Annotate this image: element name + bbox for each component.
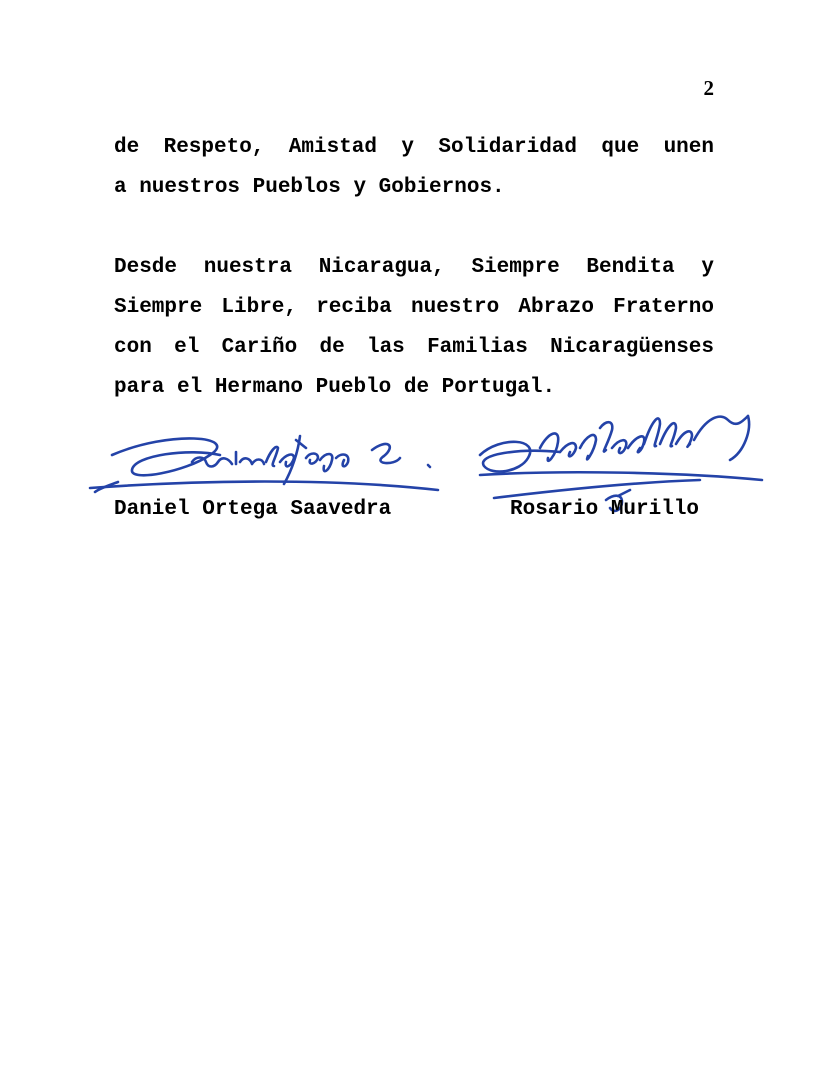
paragraph-2-line-1: Desde nuestra Nicaragua, Siempre Bendita y — [114, 256, 714, 279]
paragraph-2-line-4: para el Hermano Pueblo de Portugal. — [114, 376, 556, 399]
paragraph-2-line-3: con el Cariño de las Familias Nicaragüenses — [114, 336, 714, 359]
paragraph-2-line-2: Siempre Libre, reciba nuestro Abrazo Fraterno — [114, 296, 714, 319]
signatory-name-left: Daniel Ortega Saavedra — [114, 498, 392, 521]
page-number: 2 — [703, 76, 714, 100]
signature-left — [90, 436, 438, 492]
paragraph-1-line-2: a nuestros Pueblos y Gobiernos. — [114, 176, 505, 199]
paragraph-1-line-1: de Respeto, Amistad y Solidaridad que unen — [114, 136, 714, 159]
signatory-name-right: Rosario Murillo — [510, 498, 700, 521]
